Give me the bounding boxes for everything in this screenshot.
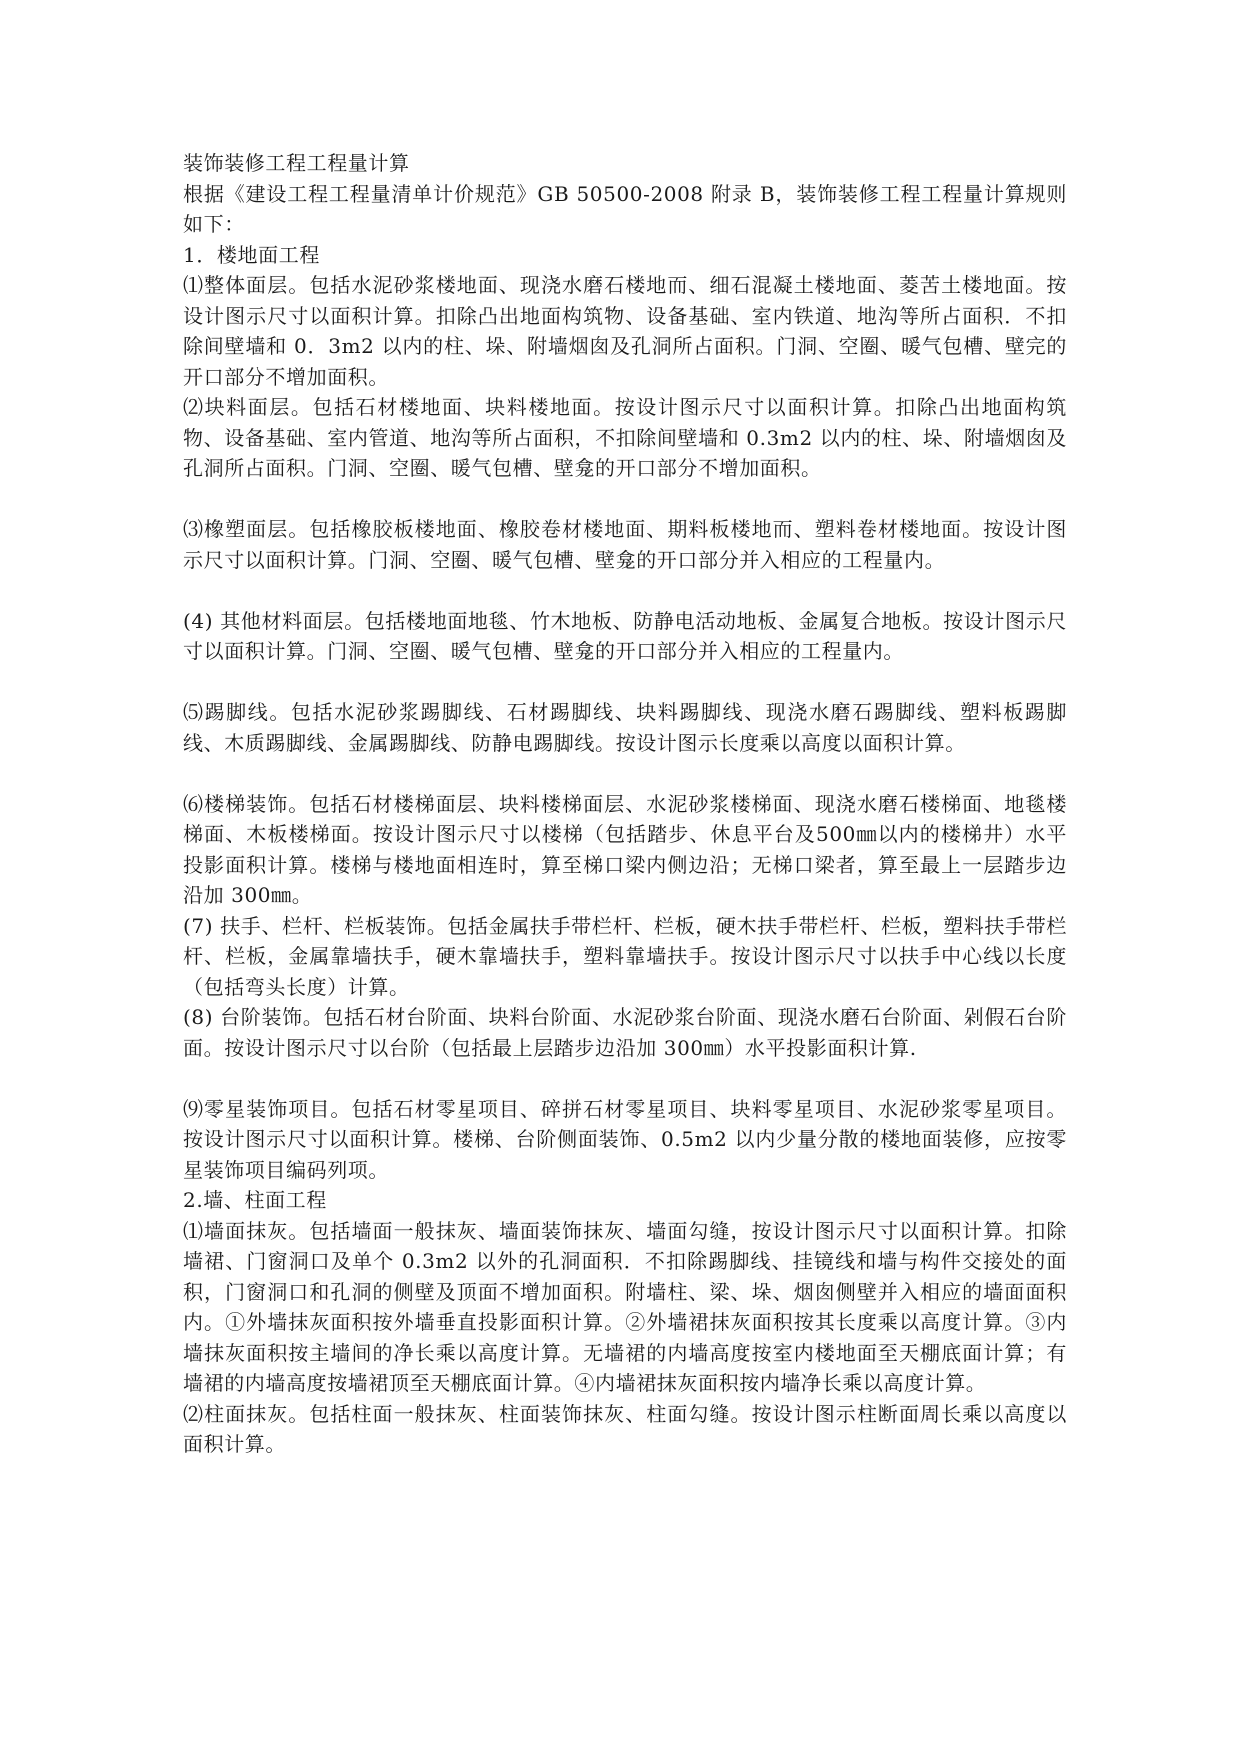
- paragraph-skirting: ⑸踢脚线。包括水泥砂浆踢脚线、石材踢脚线、块料踢脚线、现浇水磨石踢脚线、塑料板踢脚线、木质踢脚线、金属踢脚线、防静电踢脚线。按设计图示长度乘以高度以面积计算。: [183, 700, 1067, 755]
- paragraph-block-surface: ⑵块料面层。包括石材楼地面、块料楼地面。按设计图示尺寸以面积计算。扣除凸出地面构筑物、设备基础、室内管道、地沟等所占面积，不扣除间壁墙和 0.3m2 以内的柱、垛、附墙烟囱及孔洞所占面积。门洞、空圈、暖气包槽、壁龛的开口部分不增加面积。: [183, 395, 1067, 480]
- section-heading-wall-column: 2.墙、柱面工程: [183, 1188, 327, 1212]
- paragraph-other-material-surface: (4) 其他材料面层。包括楼地面地毯、竹木地板、防静电活动地板、金属复合地板。按设计图示尺寸以面积计算。门洞、空圈、暖气包槽、壁龛的开口部分并入相应的工程量内。: [183, 608, 1067, 663]
- document-title: 装饰装修工程工程量计算: [183, 151, 410, 175]
- paragraph-spacer: [183, 575, 1067, 606]
- paragraph-spacer: [183, 1063, 1067, 1094]
- document-body: [183, 148, 1067, 1460]
- paragraph-spacer: [183, 667, 1067, 698]
- paragraph-step-decoration: (8) 台阶装饰。包括石材台阶面、块料台阶面、水泥砂浆台阶面、现浇水磨石台阶面、剁假石台阶面。按设计图示尺寸以台阶（包括最上层踏步边沿加 300㎜）水平投影面积计算.: [183, 1005, 1067, 1060]
- paragraph-monolithic-surface: ⑴整体面层。包括水泥砂浆楼地面、现浇水磨石楼地而、细石混凝土楼地面、菱苦土楼地面。按设计图示尺寸以面积计算。扣除凸出地面构筑物、设备基础、室内铁道、地沟等所占面积．不扣除间壁墙和 0．3m2 以内的柱、垛、附墙烟囱及孔洞所占面积。门洞、空圈、暖气包槽、壁完的开口部分不增加面积。: [183, 273, 1067, 389]
- paragraph-spacer: [183, 484, 1067, 515]
- paragraph-column-plaster: ⑵柱面抹灰。包括柱面一般抹灰、柱面装饰抹灰、柱面勾缝。按设计图示柱断面周长乘以高度以面积计算。: [183, 1401, 1067, 1456]
- intro-paragraph: 根据《建设工程工程量清单计价规范》GB 50500-2008 附录 B，装饰装修工程工程量计算规则如下：: [183, 181, 1067, 236]
- paragraph-stair-decoration: ⑹楼梯装饰。包括石材楼梯面层、块料楼梯面层、水泥砂浆楼梯面、现浇水磨石楼梯面、地毯楼梯面、木板楼梯面。按设计图示尺寸以楼梯（包括踏步、休息平台及500㎜以内的楼梯井）水平投影面积计算。楼梯与楼地面相连时，算至梯口梁内侧边沿；无梯口梁者，算至最上一层踏步边沿加 300㎜。: [183, 791, 1067, 907]
- paragraph-wall-plaster: ⑴墙面抹灰。包括墙面一般抹灰、墙面装饰抹灰、墙面勾缝，按设计图示尺寸以面积计算。扣除墙裙、门窗洞口及单个 0.3m2 以外的孔洞面积．不扣除踢脚线、挂镜线和墙与构件交接处的面积，门窗洞口和孔洞的侧壁及顶面不增加面积。附墙柱、梁、垛、烟囱侧壁并入相应的墙面面积内。①外墙抹灰面积按外墙垂直投影面积计算。②外墙裙抹灰面积按其长度乘以高度计算。③内墙抹灰面积按主墙间的净长乘以高度计算。无墙裙的内墙高度按室内楼地面至天棚底面计算；有墙裙的内墙高度按墙裙顶至天棚底面计算。④内墙裙抹灰面积按内墙净长乘以高度计算。: [183, 1218, 1067, 1395]
- section-heading-floor: 1．楼地面工程: [183, 242, 320, 267]
- paragraph-rubber-plastic-surface: ⑶橡塑面层。包括橡胶板楼地面、橡胶卷材楼地面、期料板楼地而、塑料卷材楼地面。按设计图示尺寸以面积计算。门洞、空圈、暖气包槽、壁龛的开口部分并入相应的工程量内。: [183, 517, 1067, 572]
- paragraph-sundry-decoration: ⑼零星装饰项目。包括石材零星项目、碎拼石材零星项目、块料零星项目、水泥砂浆零星项目。按设计图示尺寸以面积计算。楼梯、台阶侧面装饰、0.5m2 以内少量分散的楼地面装修，应按零星装饰项目编码列项。: [183, 1096, 1067, 1182]
- paragraph-handrail-railing: (7) 扶手、栏杆、栏板装饰。包括金属扶手带栏杆、栏板，硬木扶手带栏杆、栏板，塑料扶手带栏杆、栏板，金属靠墙扶手，硬木靠墙扶手，塑料靠墙扶手。按设计图示尺寸以扶手中心线以长度（包括弯头长度）计算。: [183, 913, 1067, 999]
- paragraph-spacer: [183, 758, 1067, 789]
